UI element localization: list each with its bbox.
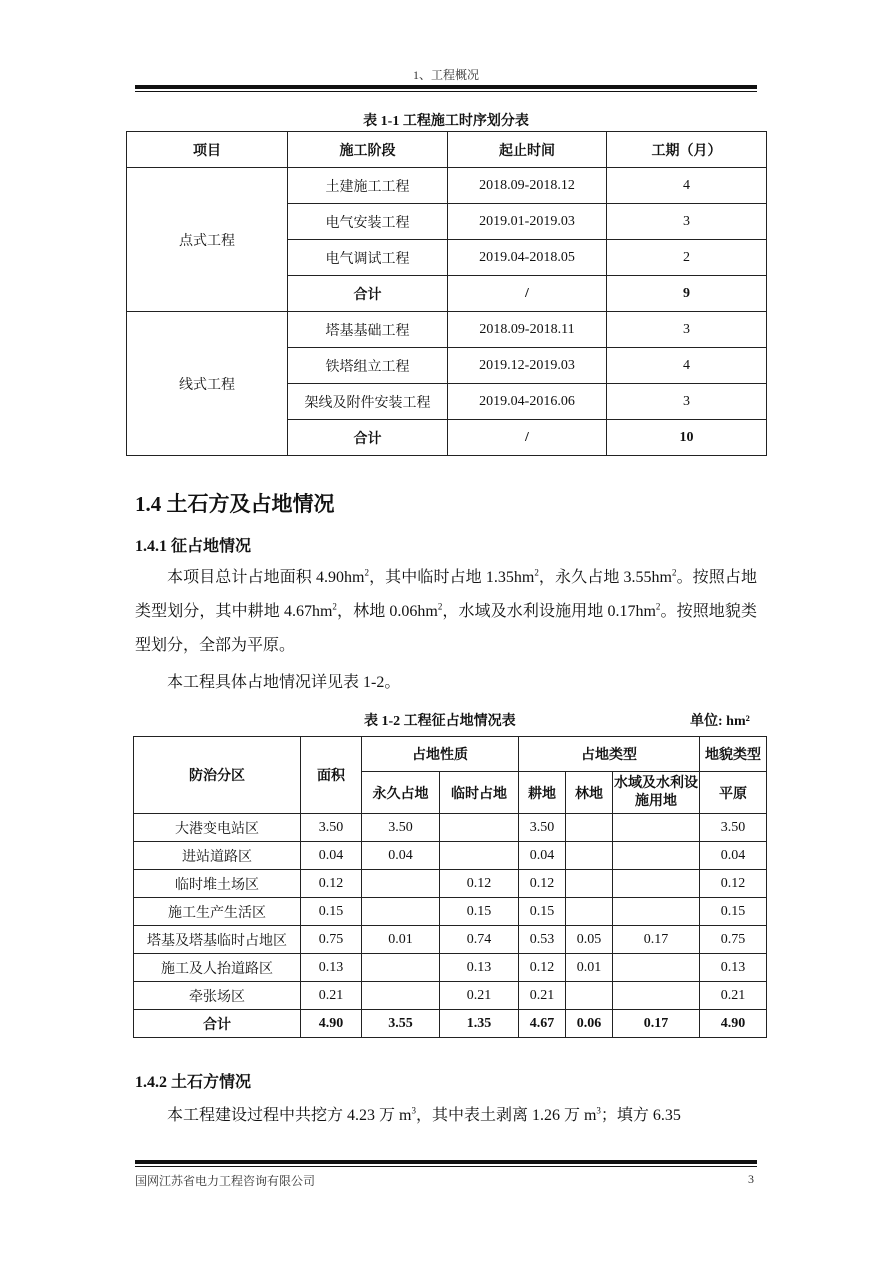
superscript: 2 (534, 567, 539, 578)
table-cell: 2018.09-2018.12 (448, 168, 607, 204)
table-cell: 0.04 (362, 842, 440, 870)
construction-schedule-table (126, 131, 767, 456)
table-row (134, 814, 767, 842)
table-cell: 0.04 (700, 842, 767, 870)
table-cell: 3.50 (700, 814, 767, 842)
table-cell: 0.13 (301, 954, 362, 982)
header-area: 面积 (301, 737, 362, 814)
table-cell: 0.15 (700, 898, 767, 926)
superscript: 3 (411, 1105, 416, 1116)
table-cell: 牵张场区 (134, 982, 301, 1010)
table-cell: 0.75 (700, 926, 767, 954)
table-row (127, 312, 767, 348)
header-zone: 防治分区 (134, 737, 301, 814)
table-cell (613, 898, 700, 926)
table-cell (613, 814, 700, 842)
table-cell: 施工及人抬道路区 (134, 954, 301, 982)
table-cell: 3.50 (301, 814, 362, 842)
table-cell: 0.12 (519, 954, 566, 982)
total-cell: 4.90 (700, 1010, 767, 1038)
text-segment: 本项目总计占地面积 4.90hm (167, 569, 365, 586)
table-cell: 0.15 (519, 898, 566, 926)
table-cell: 2019.01-2019.03 (448, 204, 607, 240)
page-number: 3 (748, 1172, 754, 1186)
table-cell: 0.74 (440, 926, 519, 954)
table-cell: 3 (607, 384, 767, 420)
subtotal-cell: 合计 (288, 276, 448, 312)
table-cell: 塔基基础工程 (288, 312, 448, 348)
table-cell (613, 842, 700, 870)
table-cell (566, 870, 613, 898)
superscript: 2 (364, 567, 369, 578)
superscript: 3 (596, 1105, 601, 1116)
table-cell: 0.75 (301, 926, 362, 954)
land-occupation-table (133, 736, 767, 1038)
table-cell (566, 842, 613, 870)
section-heading-1-4-1: 1.4.1 征占地情况 (135, 538, 252, 555)
table1-header-cell: 项目 (127, 132, 288, 168)
header-rule-thin (135, 91, 757, 92)
text-segment: 。按照占地类型划分，其中耕地 4.67hm (135, 569, 757, 620)
table-cell: 0.15 (440, 898, 519, 926)
text-segment: 本工程建设过程中共挖方 4.23 万 m (167, 1107, 412, 1124)
text-segment: 。按照地貌类型划分，全部为平原。 (135, 603, 757, 654)
header-permanent: 永久占地 (362, 772, 440, 814)
table1-caption: 表 1-1 工程施工时序划分表 (363, 114, 529, 129)
table-cell: 铁塔组立工程 (288, 348, 448, 384)
table-cell: 0.01 (362, 926, 440, 954)
table-cell: 0.01 (566, 954, 613, 982)
header-forest: 林地 (566, 772, 613, 814)
project-type-cell: 线式工程 (127, 312, 288, 456)
section-heading-1-4-2: 1.4.2 土石方情况 (135, 1074, 252, 1091)
header-landform: 地貌类型 (700, 737, 767, 772)
project-type-cell: 点式工程 (127, 168, 288, 312)
footer-company: 国网江苏省电力工程咨询有限公司 (135, 1174, 316, 1188)
subtotal-cell: / (448, 276, 607, 312)
text-segment: ，林地 0.06hm (336, 603, 438, 620)
subtotal-cell: 合计 (288, 420, 448, 456)
table-cell (440, 842, 519, 870)
table-cell: 0.21 (700, 982, 767, 1010)
table-cell: 电气调试工程 (288, 240, 448, 276)
table-cell: 0.04 (519, 842, 566, 870)
total-row (134, 1010, 767, 1038)
table-cell (362, 954, 440, 982)
table-cell: 塔基及塔基临时占地区 (134, 926, 301, 954)
table-cell: 0.17 (613, 926, 700, 954)
table-cell (613, 954, 700, 982)
table-row (134, 926, 767, 954)
table2-caption: 表 1-2 工程征占地情况表 (364, 714, 516, 729)
text-segment: ；填方 6.35 (600, 1107, 681, 1124)
header-nature: 占地性质 (362, 737, 519, 772)
table-cell (362, 982, 440, 1010)
total-cell: 0.17 (613, 1010, 700, 1038)
table-cell: 0.21 (440, 982, 519, 1010)
table-cell: 4 (607, 348, 767, 384)
table-ref-paragraph: 本工程具体占地情况详见表 1-2。 (167, 674, 401, 691)
header-type: 占地类型 (519, 737, 700, 772)
text-segment: ，水域及水利设施用地 0.17hm (442, 603, 656, 620)
table-cell: 土建施工工程 (288, 168, 448, 204)
header-plain: 平原 (700, 772, 767, 814)
table-cell: 0.05 (566, 926, 613, 954)
running-header: 1、工程概况 (412, 68, 479, 82)
table-cell (566, 898, 613, 926)
table-cell: 电气安装工程 (288, 204, 448, 240)
table-row (127, 168, 767, 204)
total-cell: 4.90 (301, 1010, 362, 1038)
superscript: 2 (437, 601, 443, 612)
table-row (134, 898, 767, 926)
table-cell: 0.13 (440, 954, 519, 982)
table-cell (440, 814, 519, 842)
table-row (134, 982, 767, 1010)
table-cell: 3.50 (362, 814, 440, 842)
total-cell: 3.55 (362, 1010, 440, 1038)
table-cell: 0.12 (519, 870, 566, 898)
footer-rule-thin (135, 1166, 757, 1167)
section-heading-1-4: 1.4 土石方及占地情况 (135, 492, 335, 516)
table-cell: 2019.04-2016.06 (448, 384, 607, 420)
header-temporary: 临时占地 (440, 772, 519, 814)
table-cell (362, 898, 440, 926)
header-farmland: 耕地 (519, 772, 566, 814)
header-rule (135, 85, 757, 89)
table-cell: 进站道路区 (134, 842, 301, 870)
table-cell: 3.50 (519, 814, 566, 842)
total-cell: 0.06 (566, 1010, 613, 1038)
total-cell: 1.35 (440, 1010, 519, 1038)
table-cell (362, 870, 440, 898)
earthwork-paragraph (135, 1099, 757, 1133)
subtotal-cell: 9 (607, 276, 767, 312)
total-cell: 合计 (134, 1010, 301, 1038)
text-segment: ，其中表土剥离 1.26 万 m (415, 1107, 597, 1124)
superscript: 2 (332, 601, 337, 612)
text-segment: ，永久占地 3.55hm (538, 569, 672, 586)
table-cell: 0.04 (301, 842, 362, 870)
table-cell: 大港变电站区 (134, 814, 301, 842)
table2-unit: 单位: hm² (690, 714, 750, 729)
text-segment: ，其中临时占地 1.35hm (368, 569, 535, 586)
footer-rule (135, 1160, 757, 1164)
table-cell: 2019.04-2018.05 (448, 240, 607, 276)
table1-header-cell: 工期（月） (607, 132, 767, 168)
table-cell: 架线及附件安装工程 (288, 384, 448, 420)
table-cell: 临时堆土场区 (134, 870, 301, 898)
table-cell (566, 982, 613, 1010)
subtotal-cell: 10 (607, 420, 767, 456)
table-cell: 0.12 (440, 870, 519, 898)
table-cell: 4 (607, 168, 767, 204)
table-cell: 0.13 (700, 954, 767, 982)
table-row (134, 954, 767, 982)
table-cell (566, 814, 613, 842)
table-cell: 0.15 (301, 898, 362, 926)
table-cell: 施工生产生活区 (134, 898, 301, 926)
table-cell (613, 870, 700, 898)
table2-header-row (134, 737, 767, 772)
table-cell: 0.12 (301, 870, 362, 898)
header-water: 水域及水利设施用地 (613, 772, 700, 814)
superscript: 2 (655, 601, 661, 612)
land-paragraph (135, 561, 757, 663)
table1-header-cell: 起止时间 (448, 132, 607, 168)
table1-header-cell: 施工阶段 (288, 132, 448, 168)
subtotal-cell: / (448, 420, 607, 456)
table-cell: 0.21 (301, 982, 362, 1010)
total-cell: 4.67 (519, 1010, 566, 1038)
table-cell (613, 982, 700, 1010)
table-cell: 0.53 (519, 926, 566, 954)
table-cell: 2019.12-2019.03 (448, 348, 607, 384)
table-cell: 0.21 (519, 982, 566, 1010)
table-cell: 2018.09-2018.11 (448, 312, 607, 348)
table-cell: 3 (607, 204, 767, 240)
table-cell: 0.12 (700, 870, 767, 898)
table-row (134, 870, 767, 898)
table-cell: 3 (607, 312, 767, 348)
table1-header-row (127, 132, 767, 168)
superscript: 2 (671, 567, 677, 578)
table-cell: 2 (607, 240, 767, 276)
table-row (134, 842, 767, 870)
